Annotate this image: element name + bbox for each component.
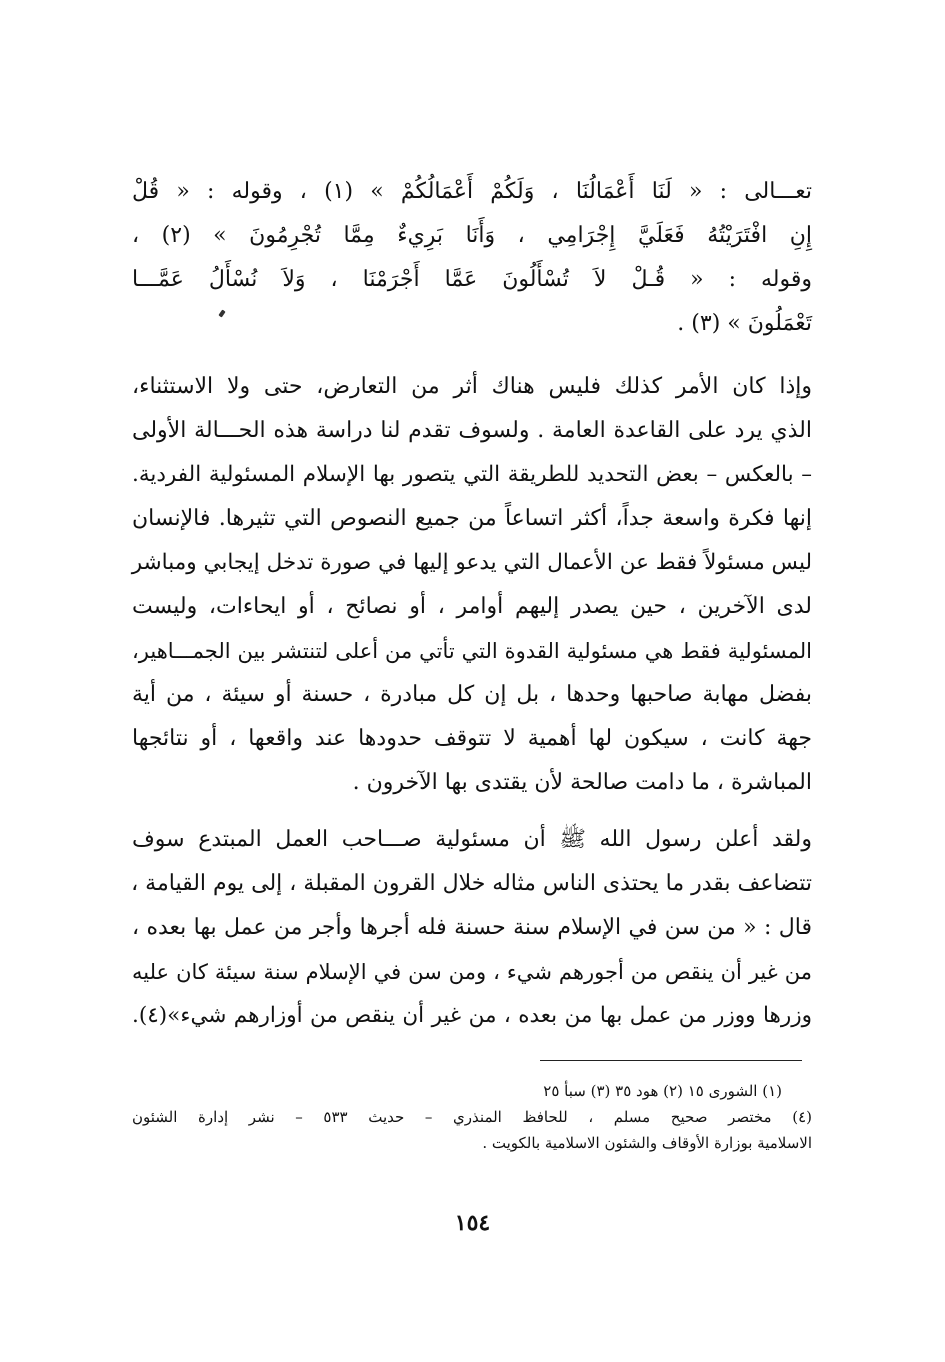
text-line: المسئولية فقط هي مسئولية القدوة التي تأتي من أعلى لتنتشر بين الجمـــاهير،	[132, 639, 812, 663]
text-line: وإذا كان الأمر كذلك فليس هناك أثر من التعارض، حتى ولا الاستثناء،	[132, 374, 812, 399]
text-line: وزرها ووزر من عمل بها من بعده ، من غير أن ينقص من أوزارهم شيء»(٤).	[132, 1003, 812, 1028]
footnote-line: الاسلامية بوزارة الأوقاف والشئون الاسلامية بالكويت .	[482, 1134, 812, 1152]
text-line: وقوله : « قُـلْ لاَ تُسْأَلُونَ عَمَّا أَجْرَمْنَا ، وَلاَ نُسْأَلُ عَمَّـــا	[132, 267, 812, 292]
text-line: جهة كانت ، سيكون لها أهمية لا تتوقف حدودها عند واقعها ، أو نتائجها	[132, 726, 812, 751]
footnote-line: (١) الشورى ١٥ (٢) هود ٣٥ (٣) سبأ ٢٥	[543, 1082, 782, 1100]
text-line: الذي يرد على القاعدة العامة . ولسوف تقدم لنا دراسة هذه الحـــالة الأولى	[132, 418, 812, 443]
page-number: ١٥٤	[454, 1210, 491, 1236]
text-line: إِنِ افْتَرَيْتُهُ فَعَلَيَّ إِجْرَامِي ، وَأَنَا بَرِيءٌ مِمَّا تُجْرِمُونَ » (٢) ،	[132, 223, 812, 248]
text-line: قال : « من سن في الإسلام سنة حسنة فله أجرها وأجر من عمل بها بعده ،	[132, 915, 812, 940]
text-line: بفضل مهابة صاحبها وحدها ، بل إن كل مبادرة ، حسنة أو سيئة ، من أية	[132, 682, 812, 707]
text-line: المباشرة ، ما دامت صالحة لأن يقتدى بها الآخرون .	[352, 770, 812, 795]
text-line: تتضاعف بقدر ما يحتذى الناس مثاله خلال القرون المقبلة ، إلى يوم القيامة ،	[131, 871, 812, 896]
footnotes-section	[132, 1078, 812, 1156]
text-line: تَعْمَلُونَ » (٣) .	[677, 311, 812, 336]
text-line: ولقد أعلن رسول الله ﷺ أن مسئولية صـــاحب العمل المبتدع سوف	[132, 827, 812, 852]
text-line: إنها فكرة واسعة جداً، أكثر اتساعاً من جميع النصوص التي تثيرها. فالإنسان	[132, 506, 812, 531]
text-line: – بالعكس – بعض التحديد للطريقة التي يتصور بها الإسلام المسئولية الفردية.	[132, 462, 812, 487]
paragraph-responsibility	[132, 365, 812, 805]
quranic-quotes-block	[132, 170, 812, 346]
text-line: ليس مسئولاً فقط عن الأعمال التي يدعو إليها في صورة تدخل إيجابي ومباشر	[131, 550, 812, 575]
text-line: من غير أن ينقص من أجورهم شيء ، ومن سن في الإسلام سنة سيئة كان عليه	[132, 960, 812, 984]
paragraph-hadith	[132, 818, 812, 1038]
text-line: لدى الآخرين ، حين يصدر إليهم أوامر ، أو نصائح ، أو ايحاءات، وليست	[132, 594, 812, 619]
footnote-divider	[540, 1060, 802, 1061]
text-line: تعـــالى : « لَنَا أَعْمَالُنَا ، وَلَكُمْ أَعْمَالُكُمْ » (١) ، وقوله : « قُلْ	[132, 179, 813, 204]
footnote-line: (٤) مختصر صحيح مسلم ، للحافظ المنذري – حديث ٥٣٣ – نشر إدارة الشئون	[132, 1108, 813, 1126]
